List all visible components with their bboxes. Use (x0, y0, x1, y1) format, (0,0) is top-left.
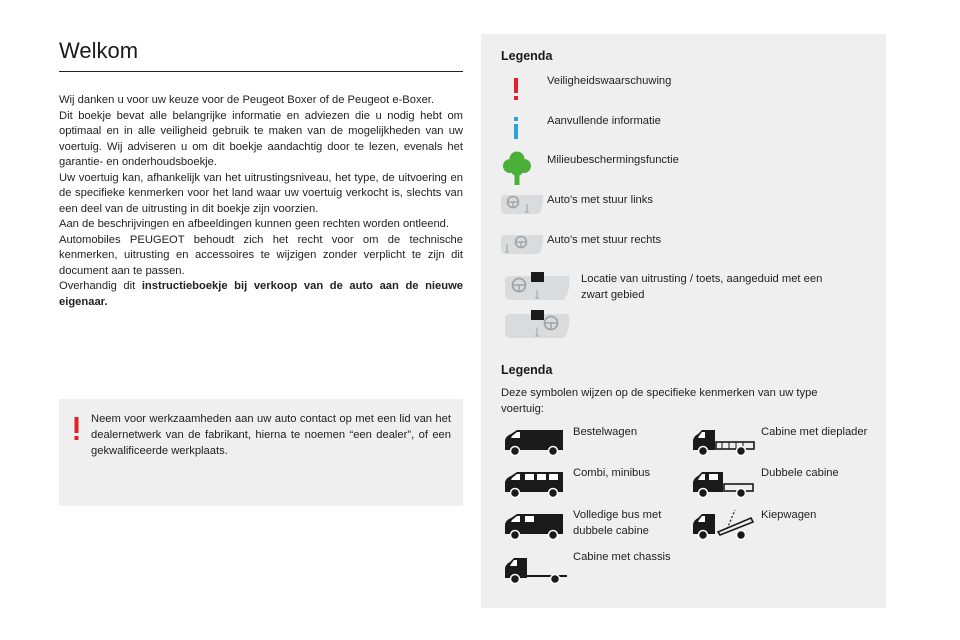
vehicle-label-panel-van: Bestelwagen (573, 426, 638, 438)
legend-item-info: Aanvullende informatie (547, 115, 661, 127)
legend-item-rhd: Auto's met stuur rechts (547, 234, 662, 246)
intro-text (59, 93, 463, 310)
legend-item-eco: Milieubeschermingsfunctie (547, 154, 679, 166)
vehicle-label-crew-van: Volledige bus met dubbele cabine (573, 509, 662, 537)
legend-panel (481, 34, 886, 608)
paragraph: Dit boekje bevat alle belangrijke informatie en adviezen die u nodig hebt om optimaal en in alle veiligheid gebruik te maken van de mogelijkheden van uw voertuig. Wij adviseren u om dit boekje aandachtig door te lezen, evenals het garantie- en onderhoudsboekje. (59, 109, 463, 168)
vehicle-label-double-cab: Dubbele cabine (761, 467, 839, 479)
vehicle-label-chassis-cab: Cabine met chassis (573, 551, 671, 563)
legend-subtitle: Deze symbolen wijzen op de specifieke kenmerken van uw type voertuig: (501, 387, 818, 415)
legend-title: Legenda (501, 49, 553, 63)
dashboard-right-hand-drive-icon (499, 232, 545, 256)
paragraph: Automobiles PEUGEOT behoudt zich het recht voor om de technische kenmerken, uitrusting en accessoires te wijzigen zonder verplicht te zijn dit document aan te passen. (59, 233, 463, 277)
handover-prefix: Overhandig dit (59, 280, 142, 292)
vehicle-label-tipper: Kiepwagen (761, 509, 817, 521)
page-title: Welkom (59, 38, 139, 63)
tree-icon (503, 151, 531, 185)
title-divider (59, 71, 463, 72)
vehicle-label-minibus: Combi, minibus (573, 467, 651, 479)
legend-item-black-zone: Locatie van uitrusting / toets, aangeduid met een zwart gebied (581, 273, 823, 301)
legend-title: Legenda (501, 363, 553, 377)
chassis-cab-icon (503, 556, 569, 586)
double-cab-icon (691, 470, 755, 500)
vehicle-label-dropside: Cabine met dieplader (761, 426, 868, 438)
legend-item-safety: Veiligheidswaarschuwing (547, 75, 672, 87)
handover-bold: instructieboekje bij verkoop van de auto aan de nieuwe eigenaar. (59, 280, 463, 308)
dashboard-black-zone-icon (503, 272, 573, 302)
tipper-icon (691, 508, 755, 542)
warning-exclamation-icon (74, 417, 79, 440)
dropside-truck-icon (691, 428, 755, 458)
warning-box (59, 399, 463, 506)
paragraph: Wij danken u voor uw keuze voor de Peugeot Boxer of de Peugeot e-Boxer. (59, 94, 435, 106)
paragraph: Uw voertuig kan, afhankelijk van het uitrustingsniveau, het type, de uitvoering en de specifieke kenmerken voor het land waar uw voertuig verkocht is, slechts van een deel van de uitrusting in dit boekje zijn voorzien. (59, 171, 463, 215)
minibus-icon (503, 470, 565, 500)
warning-text: Neem voor werkzaamheden aan uw auto contact op met een lid van het dealernetwerk van de fabrikant, hierna te noemen “een dealer”, of een gekwalificeerde werkplaats. (91, 413, 451, 457)
crew-van-icon (503, 512, 565, 542)
info-icon (513, 117, 519, 139)
paragraph-handover (59, 279, 463, 310)
dashboard-black-zone-icon (503, 310, 573, 340)
panel-van-icon (503, 428, 565, 458)
warning-exclamation-icon (513, 78, 519, 100)
dashboard-left-hand-drive-icon (499, 192, 545, 216)
paragraph: Aan de beschrijvingen en afbeeldingen kunnen geen rechten worden ontleend. (59, 218, 449, 230)
legend-item-lhd: Auto's met stuur links (547, 194, 653, 206)
